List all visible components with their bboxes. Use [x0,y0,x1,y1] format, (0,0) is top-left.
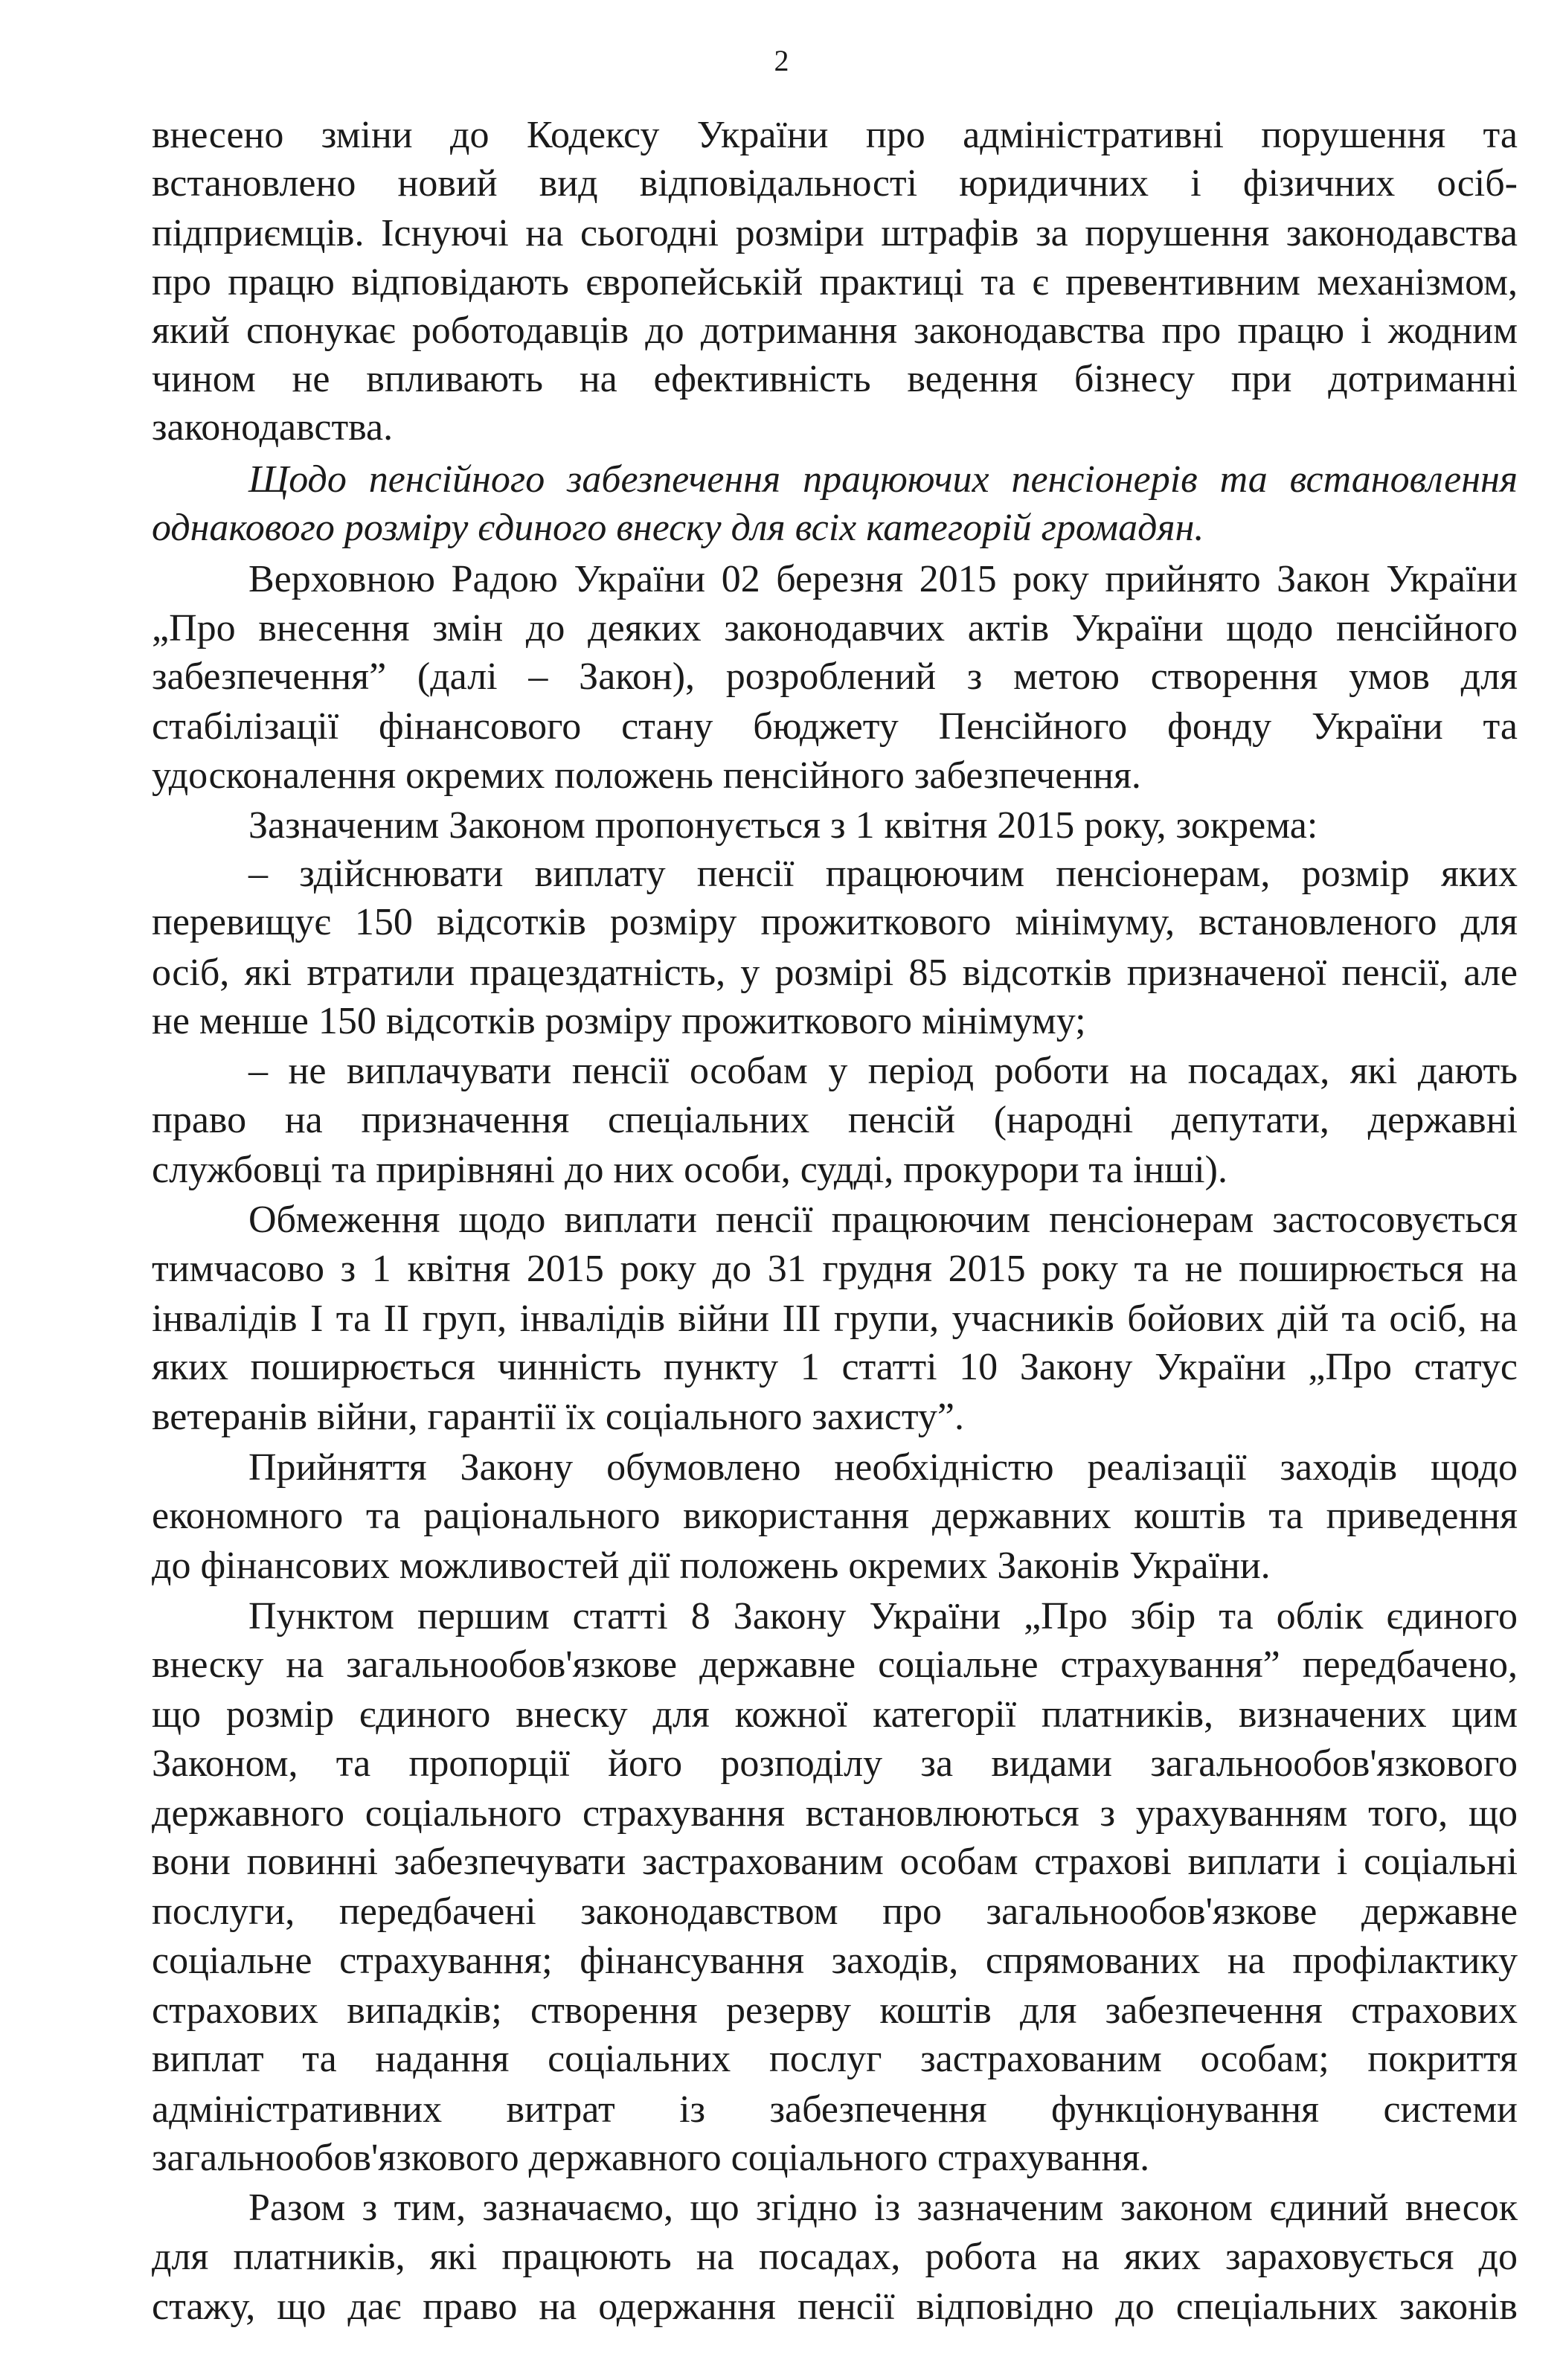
text-line: інвалідів I та II груп, інвалідів війни III групи, учасників бойових дій та осіб, на [152,1298,1518,1340]
text-line: соціальне страхування; фінансування заходів, спрямованих на профілактику [152,1940,1518,1982]
text-line: страхових випадків; створення резерву коштів для забезпечення страхових [152,1989,1518,2032]
text-line: для платників, які працюють на посадах, робота на яких зараховується до [152,2236,1518,2278]
text-line: стажу, що дає право на одержання пенсії відповідно до спеціальних законів [152,2286,1518,2328]
text-line: Зазначеним Законом пропонується з 1 квітня 2015 року, зокрема: [248,804,1318,847]
text-line: виплат та надання соціальних послуг застрахованим особам; покриття [152,2038,1518,2080]
text-line: службовці та прирівняні до них особи, судді, прокурори та інші). [152,1149,1227,1191]
text-line: перевищує 150 відсотків розміру прожиткового мінімуму, встановленого для [152,901,1518,943]
text-line: Законом, та пропорції його розподілу за видами загальнообов'язкового [152,1742,1518,1785]
page-number: 2 [774,44,789,77]
text-line: до фінансових можливостей дії положень окремих Законів України. [152,1545,1271,1587]
text-line: тимчасово з 1 квітня 2015 року до 31 грудня 2015 року та не поширюється на [152,1248,1518,1290]
section-heading-line: однакового розміру єдиного внеску для всіх категорій громадян. [152,507,1204,549]
text-line: забезпечення” (далі – Закон), розроблений з метою створення умов для [152,655,1518,698]
text-line: стабілізації фінансового стану бюджету Пенсійного фонду України та [152,705,1518,748]
text-line: удосконалення окремих положень пенсійного забезпечення. [152,754,1141,797]
section-heading-line: Щодо пенсійного забезпечення працюючих пенсіонерів та встановлення [248,458,1518,501]
text-line: про працю відповідають європейській практиці та є превентивним механізмом, [152,261,1518,304]
text-line: право на призначення спеціальних пенсій (народні депутати, державні [152,1099,1518,1141]
text-line: Верховною Радою України 02 березня 2015 року прийнято Закон України [248,558,1518,600]
text-line: загальнообов'язкового державного соціального страхування. [152,2137,1150,2179]
text-line: чином не впливають на ефективність ведення бізнесу при дотриманні [152,358,1518,400]
text-line: внесено зміни до Кодексу України про адміністративні порушення та [152,114,1518,156]
text-line: не менше 150 відсотків розміру прожиткового мінімуму; [152,1000,1086,1042]
text-line: державного соціального страхування встановлюються з урахуванням того, що [152,1792,1518,1835]
text-line: що розмір єдиного внеску для кожної категорії платників, визначених цим [152,1693,1518,1736]
text-line: адміністративних витрат із забезпечення функціонування системи [152,2088,1518,2131]
text-line: послуги, передбачені законодавством про загальнообов'язкове державне [152,1890,1518,1933]
text-line: Пунктом першим статті 8 Закону України „Про збір та облік єдиного [248,1595,1518,1638]
text-line: встановлено новий вид відповідальності юридичних і фізичних осіб- [152,162,1518,205]
text-line: Разом з тим, зазначаємо, що згідно із зазначеним законом єдиний внесок [248,2187,1518,2229]
text-line: економного та раціонального використання державних коштів та приведення [152,1495,1518,1537]
text-line: законодавства. [152,406,394,449]
text-line: – не виплачувати пенсії особам у період роботи на посадах, які дають [248,1050,1518,1092]
text-line: осіб, які втратили працездатність, у розмірі 85 відсотків призначеної пенсії, але [152,952,1518,994]
text-line: Прийняття Закону обумовлено необхідністю реалізації заходів щодо [248,1446,1518,1489]
text-line: яких поширюється чинність пункту 1 статті 10 Закону України „Про статус [152,1346,1518,1388]
text-line: ветеранів війни, гарантії їх соціального захисту”. [152,1396,964,1438]
text-line: який спонукає роботодавців до дотримання законодавства про працю і жодним [152,309,1518,352]
text-line: „Про внесення змін до деяких законодавчих актів України щодо пенсійного [152,607,1518,649]
text-line: Обмеження щодо виплати пенсії працюючим пенсіонерам застосовується [248,1199,1518,1241]
text-line: внеску на загальнообов'язкове державне соціальне страхування” передбачено, [152,1643,1518,1686]
text-line: – здійснювати виплату пенсії працюючим пенсіонерам, розмір яких [248,853,1518,895]
text-line: вони повинні забезпечувати застрахованим особам страхові виплати і соціальні [152,1841,1518,1883]
text-line: підприємців. Існуючі на сьогодні розміри штрафів за порушення законодавства [152,212,1518,254]
